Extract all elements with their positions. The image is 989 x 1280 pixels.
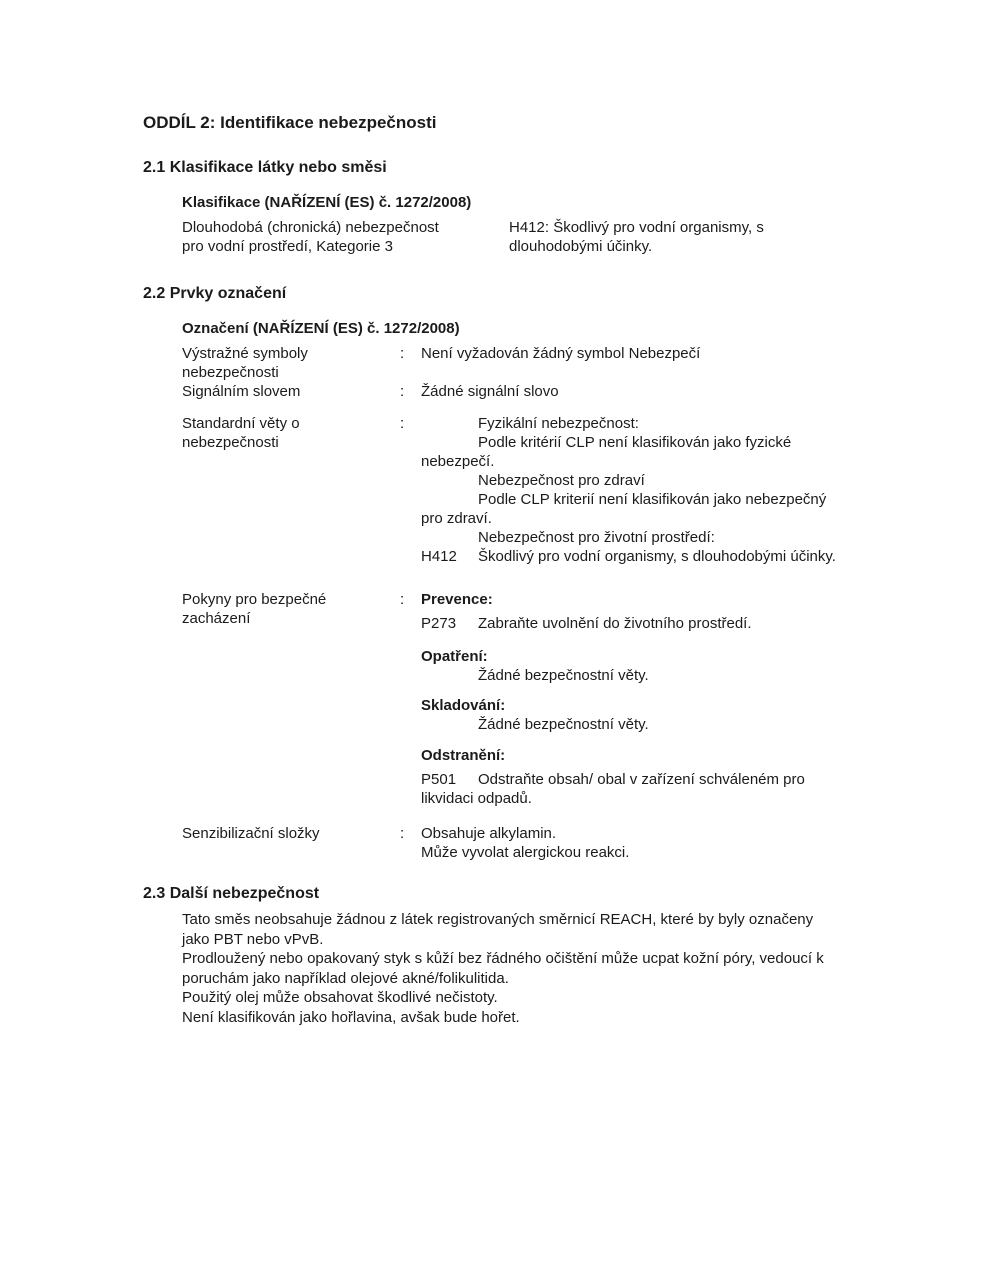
text-line: Signálním slovem bbox=[182, 383, 301, 400]
section-2-2-body bbox=[182, 319, 919, 862]
heading-2-2: 2.2 Prvky označení bbox=[143, 285, 287, 302]
storage-text: Žádné bezpečnostní věty. bbox=[478, 716, 649, 733]
row-precautionary bbox=[182, 590, 919, 808]
text-line: poruchám jako například olejové akné/folikulitida. bbox=[182, 969, 509, 987]
section-2-1-body bbox=[182, 193, 919, 256]
text-line: jako PBT nebo vPvB. bbox=[182, 930, 324, 948]
heading-2-1: 2.1 Klasifikace látky nebo směsi bbox=[143, 159, 387, 176]
text-line: Není vyžadován žádný symbol Nebezpečí bbox=[421, 345, 701, 362]
other-hazards-paragraph-1 bbox=[182, 910, 919, 949]
text-line: pro vodní prostředí, Kategorie 3 bbox=[182, 238, 393, 255]
text-line: pro zdraví. bbox=[421, 510, 492, 527]
p-code-text: Zabraňte uvolnění do životního prostředí. bbox=[478, 615, 752, 632]
colon-separator: : bbox=[400, 345, 405, 362]
text-line: Pokyny pro bezpečné bbox=[182, 591, 327, 608]
field-value bbox=[421, 344, 919, 382]
text-line: Prodloužený nebo opakovaný styk s kůží bez řádného očištění může ucpat kožní póry, vedoucí k bbox=[182, 950, 824, 967]
row-hazard-symbols bbox=[182, 344, 919, 382]
p-code-text: Odstraňte obsah/ obal v zařízení schváleném pro bbox=[478, 771, 805, 788]
text-line: zacházení bbox=[182, 610, 251, 627]
h-code-text: Škodlivý pro vodní organismy, s dlouhodobými účinky. bbox=[478, 548, 836, 565]
subheading-klasifikace: Klasifikace (NAŘÍZENÍ (ES) č. 1272/2008) bbox=[182, 194, 472, 211]
text-line: Není klasifikován jako hořlavina, avšak bude hořet. bbox=[182, 1008, 520, 1026]
text-line: dlouhodobými účinky. bbox=[509, 238, 653, 255]
text-line: Nebezpečnost pro životní prostředí: bbox=[478, 529, 715, 546]
classification-table bbox=[182, 218, 919, 256]
field-label bbox=[182, 824, 400, 862]
text-line: Může vyvolat alergickou reakci. bbox=[421, 844, 630, 861]
colon-separator: : bbox=[400, 415, 405, 432]
heading-2-3: 2.3 Další nebezpečnost bbox=[143, 885, 320, 902]
field-value bbox=[421, 824, 919, 862]
text-line: Nebezpečnost pro zdraví bbox=[478, 472, 645, 489]
field-label bbox=[182, 414, 400, 566]
classification-category bbox=[182, 218, 509, 256]
p501-statement bbox=[421, 770, 919, 789]
text-line: Senzibilizační složky bbox=[182, 825, 320, 842]
subheading-oznaceni: Označení (NAŘÍZENÍ (ES) č. 1272/2008) bbox=[182, 320, 460, 337]
row-signal-word bbox=[182, 382, 919, 401]
text-line: Fyzikální nebezpečnost: bbox=[478, 415, 639, 432]
row-hazard-statements bbox=[182, 414, 919, 566]
other-hazards-paragraph-2 bbox=[182, 949, 919, 1027]
classification-hazard-statement bbox=[509, 218, 919, 256]
field-label bbox=[182, 382, 400, 401]
field-value bbox=[421, 590, 919, 808]
text-line: nebezpečnosti bbox=[182, 364, 279, 381]
section-2-3-body bbox=[182, 910, 919, 1027]
h-code: H412 bbox=[421, 548, 457, 565]
p273-statement bbox=[421, 614, 919, 633]
text-line: Standardní věty o bbox=[182, 415, 300, 432]
field-value bbox=[421, 382, 919, 401]
p-code: P501 bbox=[421, 771, 457, 788]
p-code: P273 bbox=[421, 615, 457, 632]
response-heading: Opatření: bbox=[421, 648, 488, 665]
text-line: Dlouhodobá (chronická) nebezpečnost bbox=[182, 219, 439, 236]
h412-statement bbox=[421, 547, 919, 566]
field-value bbox=[421, 414, 919, 566]
text-line: Podle CLP kriterií není klasifikován jako nebezpečný bbox=[478, 491, 827, 508]
row-sensitizing bbox=[182, 824, 919, 862]
text-line: Podle kritérií CLP není klasifikován jako fyzické bbox=[478, 434, 792, 451]
text-line: Žádné signální slovo bbox=[421, 383, 559, 400]
response-text: Žádné bezpečnostní věty. bbox=[478, 667, 649, 684]
text-line: Výstražné symboly bbox=[182, 345, 308, 362]
storage-heading: Skladování: bbox=[421, 697, 506, 714]
text-line: Obsahuje alkylamin. bbox=[421, 825, 557, 842]
text-line: likvidaci odpadů. bbox=[421, 790, 532, 807]
text-line: nebezpečí. bbox=[421, 453, 495, 470]
colon-separator: : bbox=[400, 383, 405, 400]
section-2-title: ODDÍL 2: Identifikace nebezpečnosti bbox=[143, 113, 437, 132]
colon-separator: : bbox=[400, 825, 405, 842]
text-line: nebezpečnosti bbox=[182, 434, 279, 451]
text-line: Použitý olej může obsahovat škodlivé nečistoty. bbox=[182, 989, 498, 1006]
field-label bbox=[182, 590, 400, 808]
text-line: H412: Škodlivý pro vodní organismy, s bbox=[509, 219, 764, 236]
prevention-heading: Prevence: bbox=[421, 591, 493, 608]
disposal-heading: Odstranění: bbox=[421, 747, 506, 764]
text-line: Tato směs neobsahuje žádnou z látek registrovaných směrnicí REACH, které by byly označeny bbox=[182, 911, 814, 928]
colon-separator: : bbox=[400, 591, 405, 608]
field-label bbox=[182, 344, 400, 382]
